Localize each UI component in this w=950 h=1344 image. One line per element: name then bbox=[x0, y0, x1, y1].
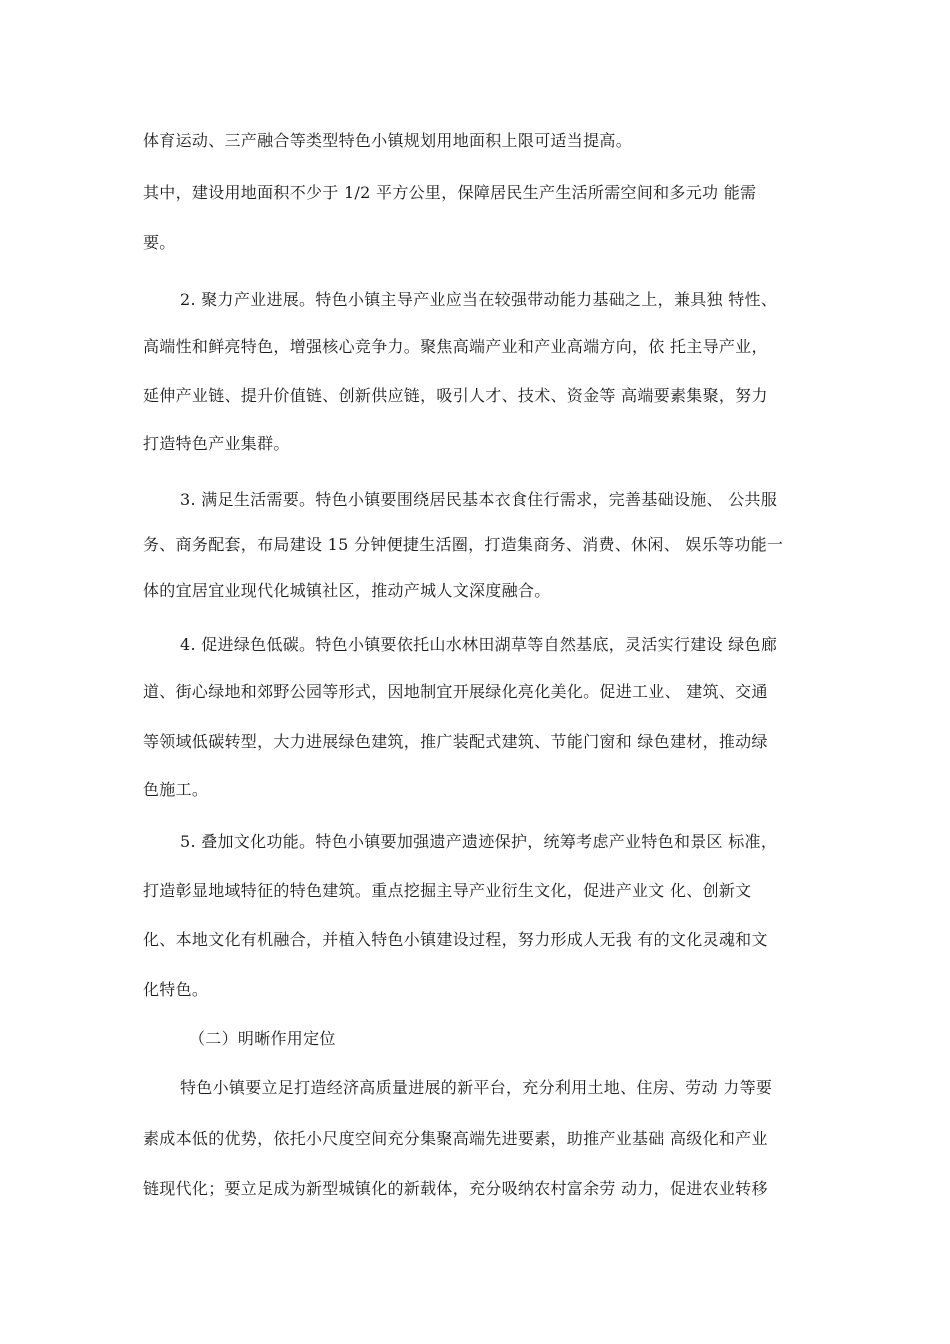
text-line: 5. 叠加文化功能。特色小镇要加强遗产遗迹保护，统筹考虑产业特色和景区 标准， bbox=[180, 832, 778, 851]
text-line: 等领域低碳转型，大力进展绿色建筑，推广装配式建筑、节能门窗和 绿色建材，推动绿 bbox=[143, 732, 768, 751]
text-line: 色施工。 bbox=[143, 780, 209, 799]
text-line: 延伸产业链、提升价值链、创新供应链，吸引人才、技术、资金等 高端要素集聚，努力 bbox=[143, 386, 768, 405]
text-line: 化特色。 bbox=[143, 980, 209, 999]
text-line: 特色小镇要立足打造经济高质量进展的新平台，充分利用土地、住房、劳动 力等要 bbox=[180, 1078, 773, 1097]
text-line: 4. 促进绿色低碳。特色小镇要依托山水林田湖草等自然基底，灵活实行建设 绿色廊 bbox=[180, 635, 778, 654]
text-line: 化、本地文化有机融合，并植入特色小镇建设过程，努力形成人无我 有的文化灵魂和文 bbox=[143, 930, 768, 949]
text-line: 3. 满足生活需要。特色小镇要围绕居民基本衣食住行需求，完善基础设施、 公共服 bbox=[180, 490, 778, 509]
text-line: 打造彰显地域特征的特色建筑。重点挖掘主导产业衍生文化，促进产业文 化、创新文 bbox=[143, 881, 752, 900]
text-line: 体的宜居宜业现代化城镇社区，推动产城人文深度融合。 bbox=[143, 581, 551, 600]
text-line: 链现代化；要立足成为新型城镇化的新载体，充分吸纳农村富余劳 动力，促进农业转移 bbox=[143, 1179, 768, 1198]
text-line: 素成本低的优势，依托小尺度空间充分集聚高端先进要素，助推产业基础 高级化和产业 bbox=[143, 1129, 768, 1148]
text-line: 务、商务配套，布局建设 15 分钟便捷生活圈，打造集商务、消费、休闲、 娱乐等功能一 bbox=[143, 535, 784, 554]
text-line: 体育运动、三产融合等类型特色小镇规划用地面积上限可适当提高。 bbox=[143, 131, 633, 150]
text-line: 要。 bbox=[143, 233, 176, 252]
section-heading: （二）明晰作用定位 bbox=[189, 1029, 336, 1048]
text-line: 2. 聚力产业进展。特色小镇主导产业应当在较强带动能力基础之上，兼具独 特性、 bbox=[180, 290, 778, 309]
text-line: 其中，建设用地面积不少于 1/2 平方公里，保障居民生产生活所需空间和多元功 能需 bbox=[143, 183, 757, 202]
text-line: 打造特色产业集群。 bbox=[143, 434, 290, 453]
text-line: 道、街心绿地和郊野公园等形式，因地制宜开展绿化亮化美化。促进工业、 建筑、交通 bbox=[143, 682, 768, 701]
text-line: 高端性和鲜亮特色，增强核心竞争力。聚焦高端产业和产业高端方向，依 托主导产业， bbox=[143, 337, 768, 356]
